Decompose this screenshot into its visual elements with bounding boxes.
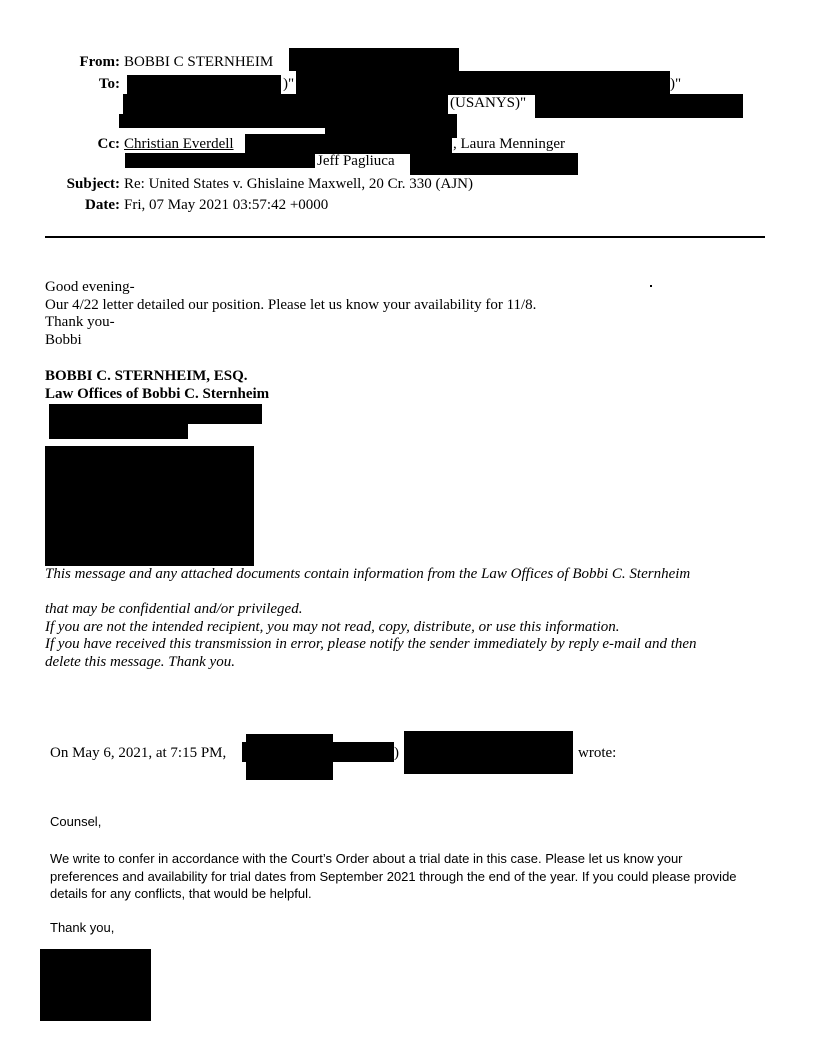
cc-person: Jeff Pagliuca	[317, 153, 395, 169]
signature	[45, 368, 269, 403]
stray-dot	[650, 285, 652, 287]
redaction-block	[246, 734, 333, 780]
from-label: From:	[79, 54, 120, 70]
reply-body	[45, 279, 536, 349]
to-fragment: )"	[670, 76, 682, 92]
redaction-block	[125, 153, 315, 168]
quoted-paren: )	[394, 745, 399, 761]
reply-line: Good evening-	[45, 279, 135, 295]
redaction-block	[289, 48, 459, 71]
redaction-block	[49, 404, 262, 424]
redaction-block	[40, 949, 151, 1021]
disclaimer-line: delete this message. Thank you.	[45, 653, 235, 670]
redaction-block	[410, 153, 578, 175]
to-fragment: )"	[283, 76, 295, 92]
signature-firm: Law Offices of Bobbi C. Sternheim	[45, 385, 270, 402]
disclaimer-line: If you have received this transmission in error, please notify the sender immediately by reply e-mail and then	[45, 636, 697, 652]
reply-line: Bobbi	[45, 331, 82, 348]
subject-label: Subject:	[66, 176, 120, 192]
quoted-closing: Thank you,	[50, 920, 115, 935]
quoted-line: preferences and availability for trial dates from September 2021 through the end of the year. If you could please provide	[50, 868, 737, 884]
redaction-block	[119, 114, 326, 128]
date-value: Fri, 07 May 2021 03:57:42 +0000	[124, 197, 329, 213]
reply-line: Our 4/22 letter detailed our position. Please let us know your availability for 11/8.	[45, 296, 537, 313]
quoted-intro-suffix: wrote:	[578, 745, 617, 761]
reply-line: Thank you-	[45, 314, 115, 330]
quoted-line: We write to confer in accordance with the Court’s Order about a trial date in this case. Please let us know your	[50, 851, 683, 866]
to-label: To:	[98, 76, 120, 92]
redaction-block	[245, 134, 452, 154]
redaction-block	[49, 422, 188, 439]
header-divider	[45, 236, 765, 238]
quoted-intro: On May 6, 2021, at 7:15 PM,	[50, 745, 227, 761]
cc-person: , Laura Menninger	[453, 136, 566, 152]
subject-value: Re: United States v. Ghislaine Maxwell, 20 Cr. 330 (AJN)	[124, 176, 473, 192]
date-label: Date:	[85, 197, 120, 213]
redaction-block	[296, 71, 670, 95]
cc-person-link[interactable]: Christian Everdell	[124, 136, 234, 152]
cc-label: Cc:	[97, 136, 120, 152]
to-fragment: (USANYS)"	[450, 95, 527, 111]
redaction-block	[45, 446, 254, 566]
quoted-greeting: Counsel,	[50, 814, 102, 829]
quoted-line: details for any conflicts, that would be helpful.	[50, 886, 312, 901]
from-value: BOBBI C STERNHEIM	[124, 54, 274, 70]
disclaimer-line: This message and any attached documents contain information from the Law Offices of Bobbi C. Sternheim	[45, 566, 691, 582]
disclaimer-line: that may be confidential and/or privileged.	[45, 601, 303, 617]
redaction-block	[127, 75, 281, 95]
redaction-block	[535, 94, 743, 118]
redaction-block	[404, 731, 573, 774]
quoted-paragraph	[50, 850, 737, 903]
disclaimer-line: If you are not the intended recipient, you may not read, copy, distribute, or use this information.	[45, 618, 620, 635]
signature-name: BOBBI C. STERNHEIM, ESQ.	[45, 368, 248, 384]
redaction-block	[123, 94, 448, 116]
disclaimer	[45, 601, 697, 671]
